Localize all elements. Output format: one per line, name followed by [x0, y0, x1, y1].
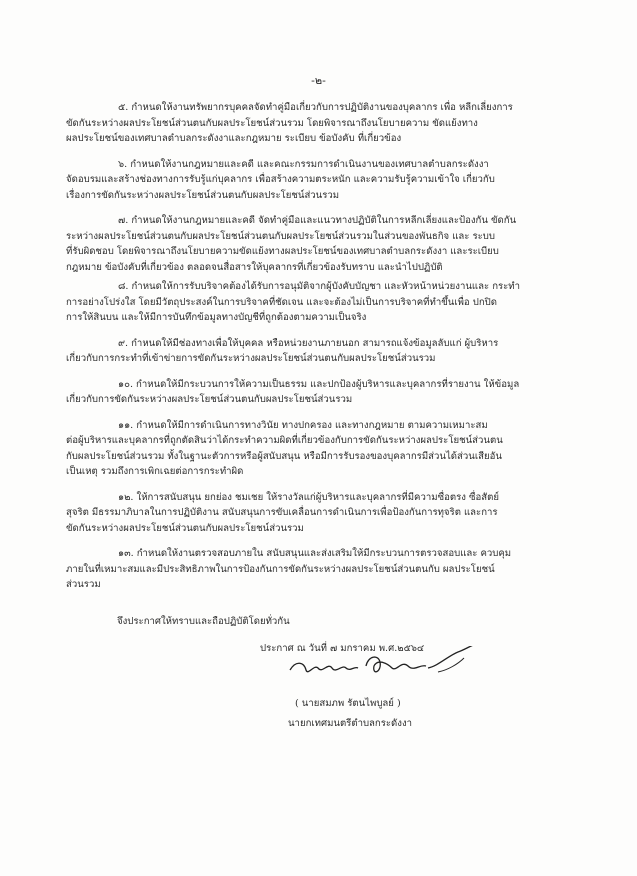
paragraph-line: การให้สินบน และให้มีการบันทึกข้อมูลทางบัญชีที่ถูกต้องตามความเป็นจริง: [66, 312, 367, 323]
paragraph-line: ขัดกันระหว่างผลประโยชน์ส่วนตนกับผลประโยชน์ส่วนรวม: [66, 522, 304, 534]
announcement-text: จึงประกาศให้ทราบและถือปฏิบัติโดยทั่วกัน: [117, 616, 290, 627]
paragraph-line: ๖. กำหนดให้งานกฎหมายและคดี และคณะกรรมการดำเนินงานของเทศบาลตำบลกระดังงา: [118, 158, 489, 170]
paragraph-line: ๑๑. กำหนดให้มีการดำเนินการทางวินัย ทางปกครอง และทางกฎหมาย ตามความเหมาะสม: [118, 419, 488, 431]
paragraph-10: [66, 377, 566, 408]
paragraph-line: ๗. กำหนดให้งานกฎหมายและคดี จัดทำคู่มือและแนวทางปฏิบัติในการหลีกเลี่ยงและป้องกัน ขัดกัน: [118, 215, 517, 226]
paragraph-line: ๑๐. กำหนดให้มีกระบวนการให้ความเป็นธรรม และปกป้องผู้บริหารและบุคลากรที่รายงาน ให้ข้อมูล: [118, 378, 520, 390]
paragraph-line: เกี่ยวกับการขัดกันระหว่างผลประโยชน์ส่วนตนกับผลประโยชน์ส่วนรวม: [66, 394, 353, 405]
paragraph-line: ๕. กำหนดให้งานทรัพยากรบุคคลจัดทำคู่มือเกี่ยวกับการปฏิบัติงานของบุคลากร เพื่อ หลีกเลี่ยงการ: [118, 102, 513, 113]
paragraph-line: กฎหมาย ข้อบังคับที่เกี่ยวข้อง ตลอดจนสื่อสารให้บุคลากรที่เกี่ยวข้องรับทราบ และนำไปปฏิบัติ: [66, 261, 443, 273]
paragraph-line: ส่วนรวม: [66, 579, 101, 590]
document-body: [66, 100, 566, 603]
paragraph-line: ผลประโยชน์ของเทศบาลตำบลกระดังงาและกฎหมาย ระเบียบ ข้อบังคับ ที่เกี่ยวข้อง: [66, 133, 402, 144]
paragraph-8: [66, 279, 566, 326]
paragraph-6: [66, 157, 566, 204]
paragraph-line: ที่รับผิดชอบ โดยพิจารณาถึงนโยบายความขัดแย้งทางผลประโยชน์ของเทศบาลตำบลกระดังงา และระเบียบ: [66, 246, 499, 257]
signer-name: ( นายสมภพ รัตนไพบูลย์ ): [295, 698, 401, 709]
paragraph-line: ขัดกันระหว่างผลประโยชน์ส่วนตนกับผลประโยชน์ส่วนรวม โดยพิจารณาถึงนโยบายความ ขัดแย้งทาง: [66, 117, 478, 129]
page-number: -๒-: [311, 74, 326, 87]
handwritten-signature: [288, 646, 488, 686]
paragraph-line: ต่อผู้บริหารและบุคลากรที่ถูกตัดสินว่าได้กระทำความผิดที่เกี่ยวข้องกับการขัดกันระหว่างผลประโยชน์ส่วนตน: [66, 435, 503, 446]
paragraph-12: [66, 490, 566, 537]
paragraph-7: [66, 213, 566, 275]
paragraph-line: กับผลประโยชน์ส่วนรวม ทั้งในฐานะตัวการหรือผู้สนับสนุน หรือมีการรับรองของบุคลากรมีส่วนได้ส่วนเสียอัน: [66, 450, 502, 462]
paragraph-line: เกี่ยวกับการกระทำที่เข้าข่ายการขัดกันระหว่างผลประโยชน์ส่วนตนกับผลประโยชน์ส่วนรวม: [66, 353, 436, 364]
announcement-date: ประกาศ ณ วันที่ ๗ มกราคม พ.ศ.๒๕๖๔: [260, 643, 425, 654]
paragraph-line: จัดอบรมและสร้างช่องทางการรับรู้แก่บุคลากร เพื่อสร้างความตระหนัก และความรับรู้ความเข้าใจ เกี่ยวกับ: [66, 174, 495, 185]
signer-title: นายกเทศมนตรีตำบลกระดังงา: [288, 718, 413, 729]
paragraph-13: [66, 546, 566, 593]
paragraph-11: [66, 418, 566, 480]
paragraph-line: ๑๓. กำหนดให้งานตรวจสอบภายใน สนับสนุนและส่งเสริมให้มีกระบวนการตรวจสอบและ ควบคุม: [118, 548, 512, 559]
paragraph-line: ภายในที่เหมาะสมและมีประสิทธิภาพในการป้องกันการขัดกันระหว่างผลประโยชน์ส่วนตนกับ ผลประโยชน์: [66, 563, 495, 575]
paragraph-line: ระหว่างผลประโยชน์ส่วนตนกับผลประโยชน์ส่วนตนกับผลประโยชน์ส่วนรวมในส่วนของพันธกิจ และ ระบบ: [66, 230, 495, 242]
paragraph-line: เป็นเหตุ รวมถึงการเพิกเฉยต่อการกระทำผิด: [66, 466, 244, 477]
paragraph-line: ๑๒. ให้การสนับสนุน ยกย่อง ชมเชย ให้รางวัลแก่ผู้บริหารและบุคลากรที่มีความซื่อตรง ซื่อสัตย์: [118, 491, 499, 503]
paragraph-line: การอย่างโปร่งใส โดยมีวัตถุประสงค์ในการบริจาคที่ชัดเจน และจะต้องไม่เป็นการบริจาคที่ทำขึ้นเพื่อ ปกปิด: [66, 296, 497, 308]
paragraph-line: ๘. กำหนดให้การรับบริจาคต้องได้รับการอนุมัติจากผู้บังคับบัญชา และหัวหน้าหน่วยงานและ กระทำ: [118, 281, 521, 292]
paragraph-line: เรื่องการขัดกันระหว่างผลประโยชน์ส่วนตนกับผลประโยชน์ส่วนรวม: [66, 189, 340, 201]
paragraph-line: สุจริต มีธรรมาภิบาลในการปฏิบัติงาน สนับสนุนการขับเคลื่อนการดำเนินการเพื่อป้องกันการทุจริต และการ: [66, 507, 498, 518]
paragraph-line: ๙. กำหนดให้มีช่องทางเพื่อให้บุคคล หรือหน่วยงานภายนอก สามารถแจ้งข้อมูลลับแก่ ผู้บริหาร: [118, 337, 499, 349]
paragraph-5: [66, 100, 566, 147]
paragraph-9: [66, 336, 566, 367]
